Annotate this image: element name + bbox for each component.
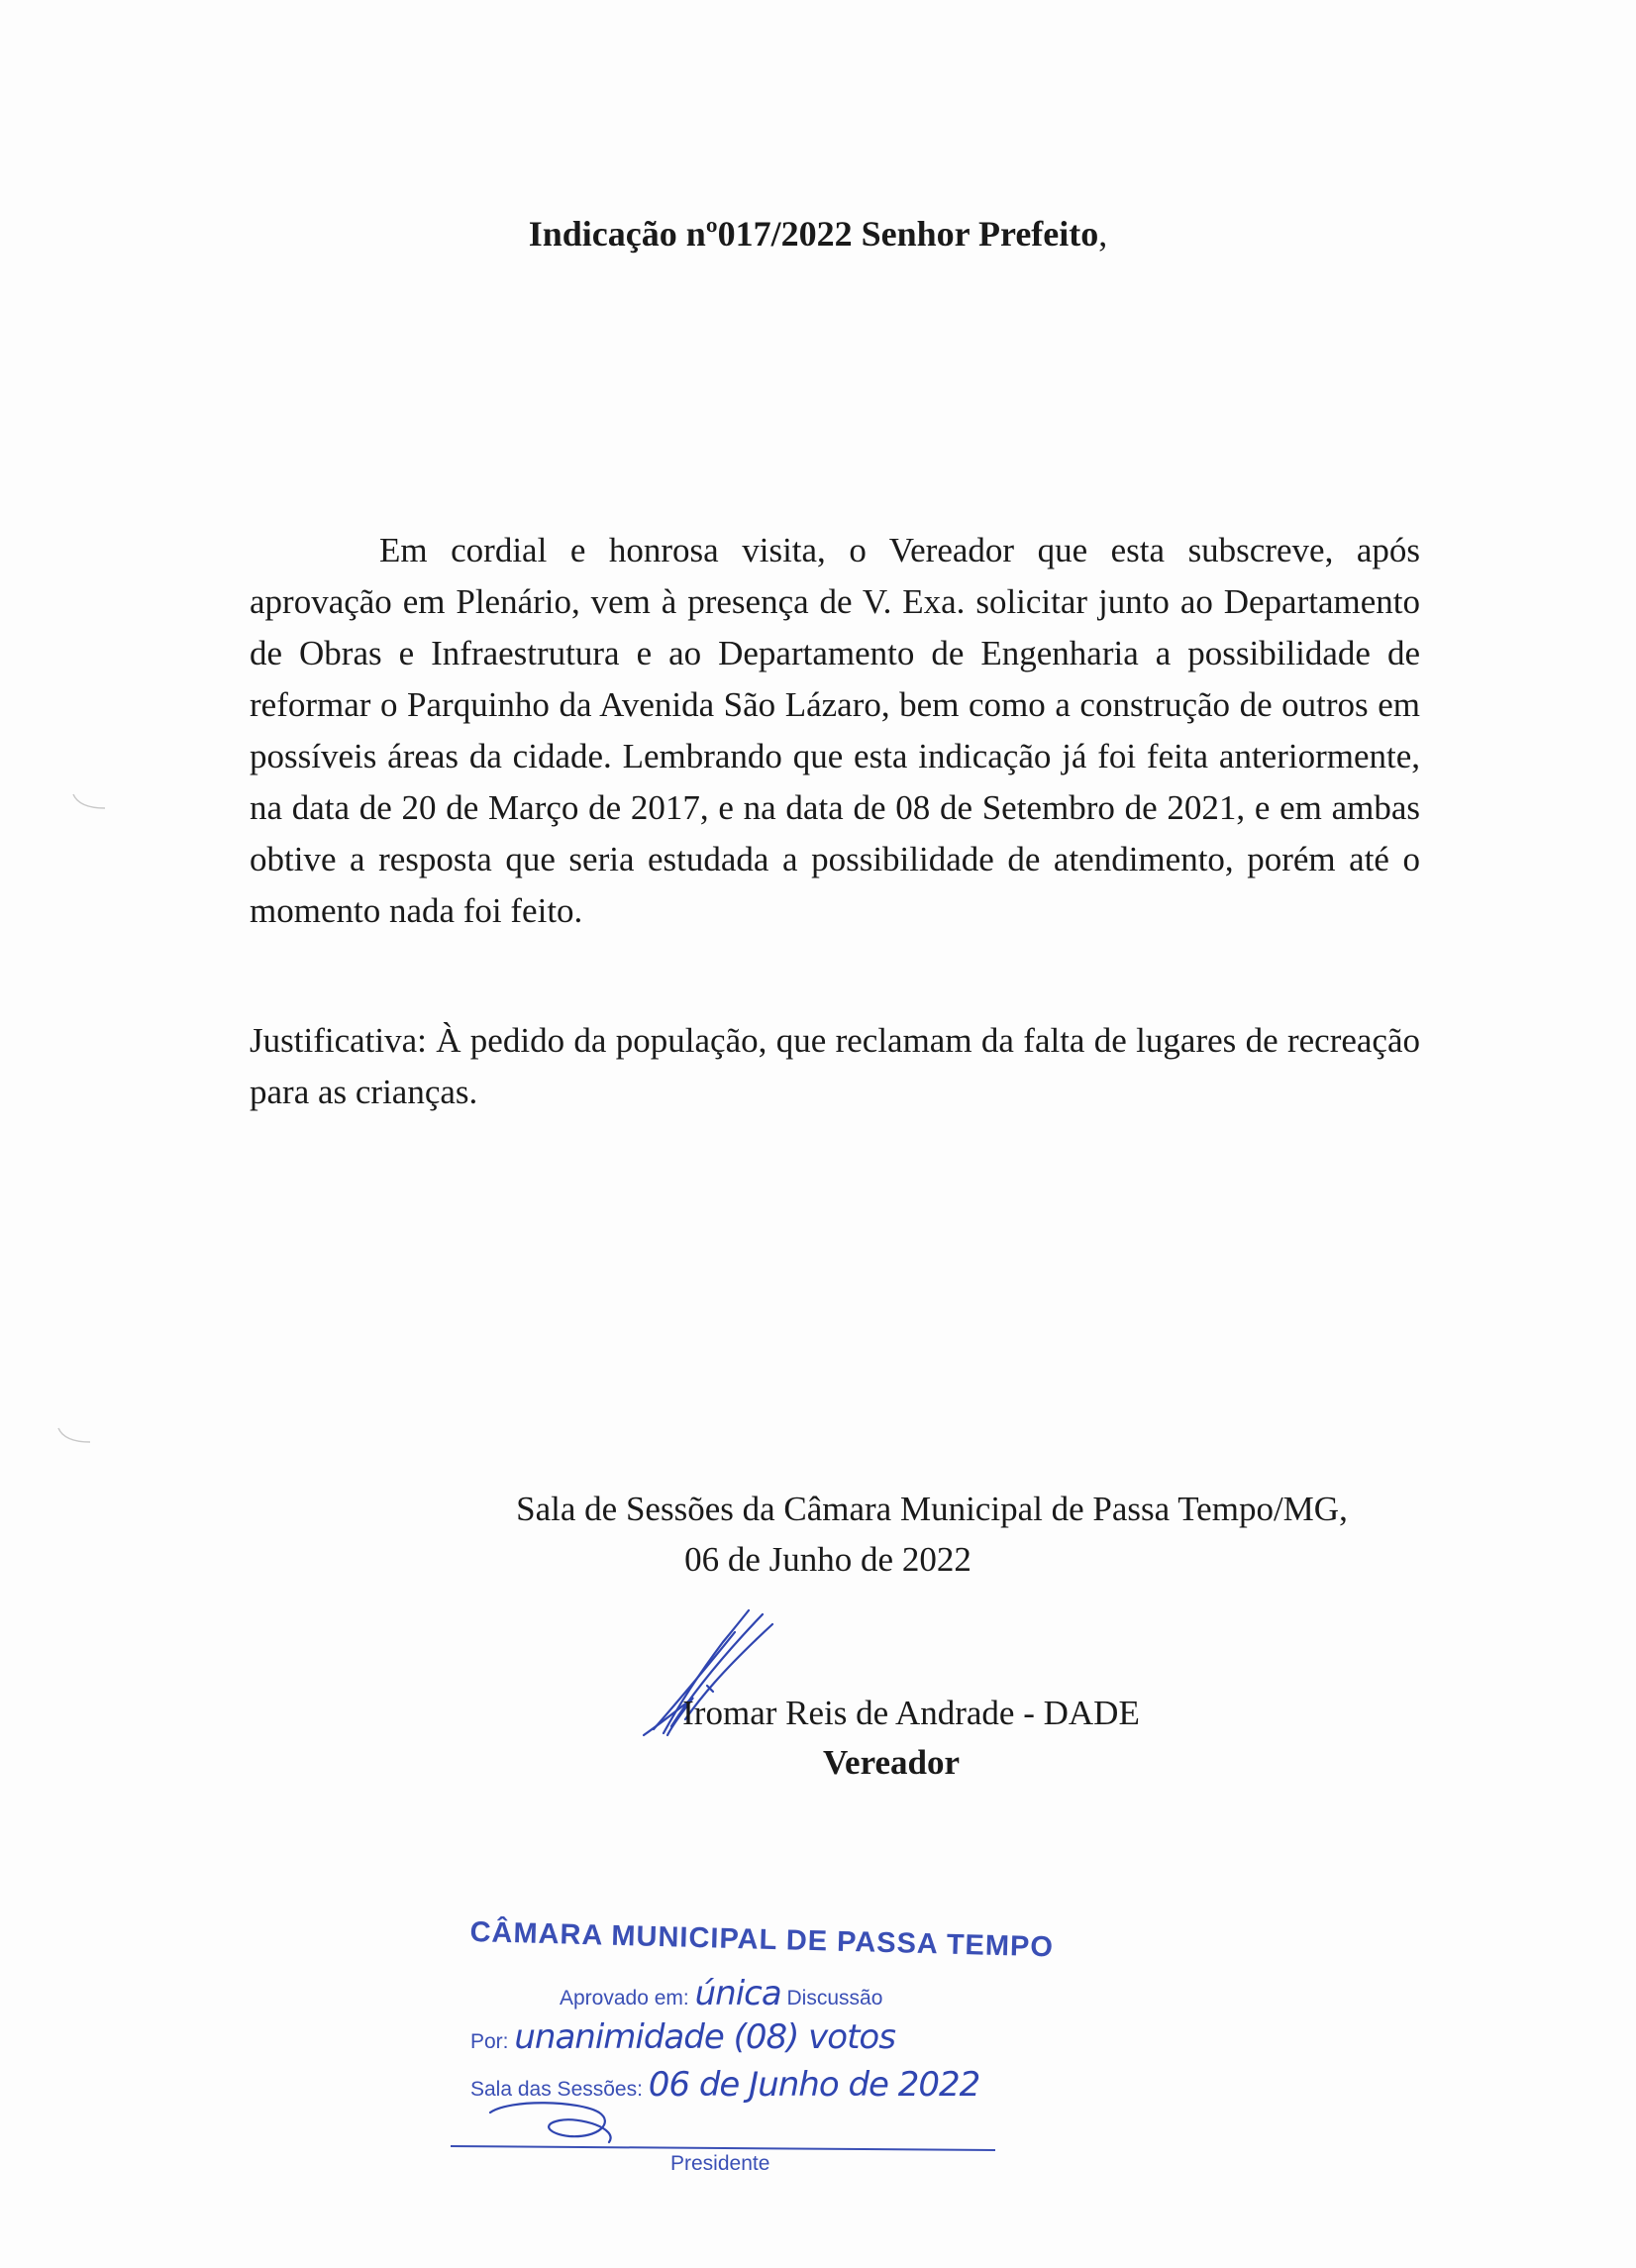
signer-role: Vereador: [822, 1743, 961, 1782]
signer-name: Iromar Reis de Andrade - DADE: [682, 1694, 1140, 1732]
stamp-approved-value: única: [694, 1974, 781, 2013]
stamp-approved-row: [560, 1974, 882, 2013]
title-comma: ,: [1098, 214, 1108, 254]
approval-stamp: [451, 1916, 1055, 2184]
stamp-session-value: 06 de Junho de 2022: [648, 2065, 980, 2105]
request-paragraph: Em cordial e honrosa visita, o Vereador que esta subscreve, após aprovação em Plenário, vem à presença de V. Exa. solicitar junto ao Departamento de Obras e Infraestrutura e ao Departamento de Engenharia a possibilidade de reformar o Parquinho da Avenida São Lázaro, bem como a construção de outros em possíveis áreas da cidade. Lembrando que esta indicação já foi feita anteriormente, na data de 20 de Março de 2017, e na data de 08 de Setembro de 2021, e em ambas obtive a resposta que seria estudada a possibilidade de atendimento, porém até o momento nada foi feito.: [250, 531, 1420, 930]
stamp-approved-label: Aprovado em:: [560, 1987, 689, 2010]
signer-block: [0, 1689, 1636, 1788]
stamp-by-value: unanimidade (08) votos: [514, 2017, 895, 2057]
stamp-title: CÂMARA MUNICIPAL DE PASSA TEMPO: [469, 1916, 1055, 1964]
document-date: 06 de Junho de 2022: [684, 1540, 971, 1579]
place-and-date: [0, 1484, 1636, 1585]
scan-artifact: [69, 792, 109, 812]
stamp-discussion-label: Discussão: [786, 1987, 883, 2010]
justification-paragraph: Justificativa: À pedido da população, que reclamam da falta de lugares de recreação para as crianças.: [250, 1021, 1420, 1111]
scan-artifact: [54, 1426, 94, 1446]
document-title: [0, 213, 1636, 255]
stamp-by-row: [470, 2017, 895, 2057]
title-text: Indicação nº017/2022 Senhor Prefeito: [528, 214, 1099, 254]
stamp-by-label: Por:: [470, 2030, 509, 2053]
session-place: Sala de Sessões da Câmara Municipal de Passa Tempo/MG,: [516, 1490, 1348, 1528]
president-signature: [451, 2095, 1005, 2154]
stamp-president-label: Presidente: [670, 2152, 770, 2175]
stamp-session-label: Sala das Sessões:: [470, 2078, 643, 2101]
